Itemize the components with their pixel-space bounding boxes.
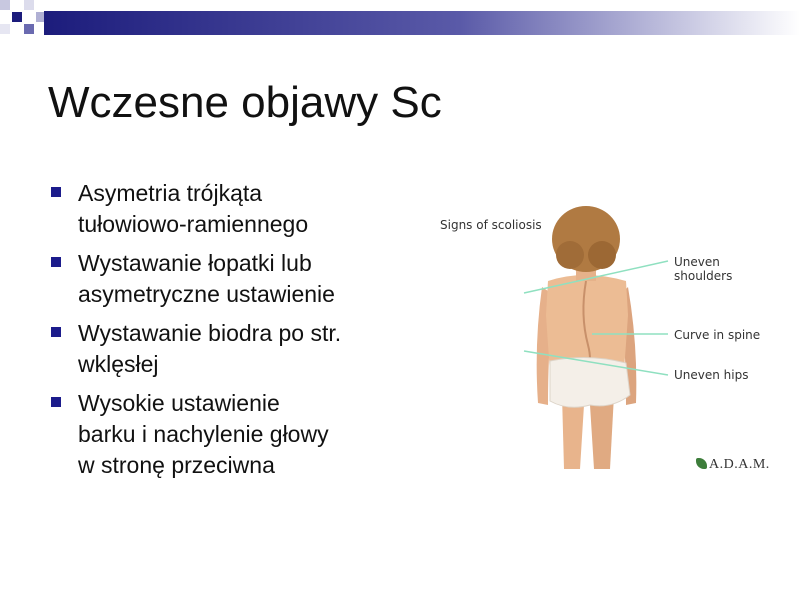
bullet-item [48, 178, 408, 240]
bullet-item [48, 318, 408, 380]
bullet-text-line: wklęsłej [78, 351, 159, 377]
bullet-list [48, 178, 408, 489]
bullet-text-line: Wysokie ustawienie [78, 390, 280, 416]
bullet-item [48, 388, 408, 481]
bullet-square-icon [51, 257, 61, 267]
top-decoration-bar [0, 0, 800, 40]
label-curve-in-spine: Curve in spine [674, 328, 761, 342]
bullet-text-line: asymetryczne ustawienie [78, 281, 335, 307]
bullet-text-line: tułowiowo-ramiennego [78, 211, 309, 237]
bullet-text-line: Asymetria trójkąta [78, 180, 263, 206]
leaf-icon [696, 458, 707, 469]
label-uneven-shoulders [674, 255, 732, 283]
figure-caption: Signs of scoliosis [440, 218, 542, 232]
logo-text: A.D.A.M. [709, 457, 770, 472]
bullet-square-icon [51, 187, 61, 197]
bullet-text-line: Wystawanie biodra po str. [78, 320, 342, 346]
label-line: shoulders [674, 269, 733, 283]
bullet-item [48, 248, 408, 310]
label-line: Uneven [674, 255, 720, 269]
slide-title: Wczesne objawy Sc [48, 78, 442, 127]
scoliosis-illustration [430, 195, 780, 485]
bullet-text-line: Wystawanie łopatki lub [78, 250, 312, 276]
adam-logo [696, 457, 770, 473]
bullet-text-line: barku i nachylenie głowy [78, 421, 329, 447]
bullet-text-line: w stronę przeciwna [78, 452, 275, 478]
bullet-square-icon [51, 397, 61, 407]
label-uneven-hips: Uneven hips [674, 368, 749, 382]
bullet-square-icon [51, 327, 61, 337]
